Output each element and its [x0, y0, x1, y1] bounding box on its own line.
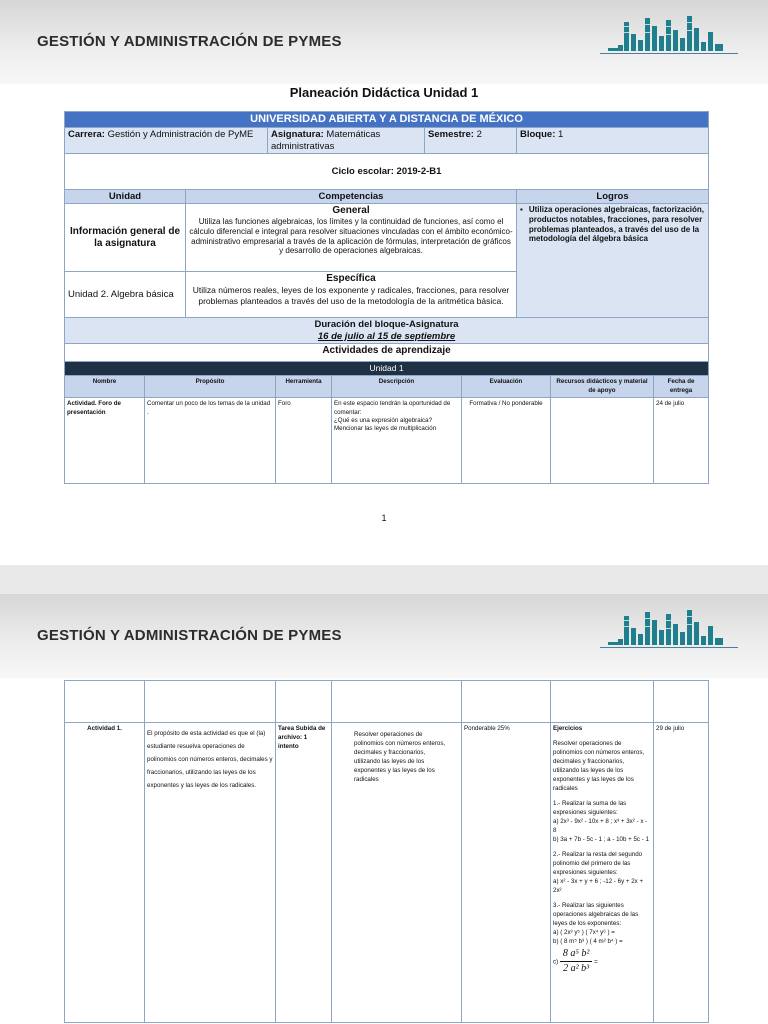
row-evaluacion: Formativa / No ponderable: [462, 398, 551, 484]
header-banner: [0, 0, 768, 84]
general-competence-cell: [186, 204, 517, 272]
table-row: [65, 723, 709, 1023]
ejercicios-intro: Resolver operaciones de polinomios con números enteros, decimales y fraccionarios, utilizando las leyes de los exponentes y las leyes de los radicales: [553, 739, 645, 792]
ciclo-escolar: Ciclo escolar: 2019-2-B1: [65, 153, 709, 189]
bloque-cell: Bloque: 1: [517, 128, 709, 154]
unidad-2-cell: Unidad 2. Algebra básica: [65, 272, 186, 318]
activity-1-herramienta: Tarea Subida de archivo: 1 intento: [276, 723, 332, 1023]
activity-1-fecha: 29 de julio: [654, 723, 709, 1023]
activity-1-nombre: Actividad 1.: [65, 723, 145, 1023]
empty-row: [65, 681, 709, 723]
program-title: GESTIÓN Y ADMINISTRACIÓN DE PYMES: [37, 627, 342, 644]
col-logros: Logros: [517, 189, 709, 203]
ejercicio-3-a: a) ( 2x³ y⁵ ) ( 7x⁴ y⁶ ) =: [553, 928, 615, 936]
logros-text: Utiliza operaciones algebraicas, factorización, productos notables, fracciones, para resolver problemas planteados, a través del uso de la metodología del álgebra básica: [528, 205, 705, 244]
general-text: Utiliza las funciones algebraicas, los límites y la continuidad de funciones, así como el cálculo diferencial e integral para resolver situaciones vinculadas con el ámbito económico-administrativo empresarial a través de la aplicación de fórmulas, interpretación de gráficos y desarrollo de operaciones algebraicas.: [189, 217, 513, 256]
duracion-title: Duración del bloque-Asignatura: [314, 319, 459, 331]
col-competencias: Competencias: [186, 189, 517, 203]
ejercicio-1-title: 1.- Realizar la suma de las expresiones siguientes:: [553, 799, 627, 816]
row-herramienta: Foro: [276, 398, 332, 484]
program-title: GESTIÓN Y ADMINISTRACIÓN DE PYMES: [37, 33, 342, 50]
activity-1-descripcion: Resolver operaciones de polinomios con números enteros, decimales y fraccionarios, utilizando las leyes de los exponentes y las leyes de los radicales: [332, 723, 462, 1023]
ejercicio-2-title: 2.- Realizar la resta del segundo polinomio del primero de las expresiones siguientes:: [553, 850, 643, 876]
ejercicio-1-b: b) 3a + 7b - 5c - 1 ; a - 10b + 5c - 1: [553, 835, 649, 843]
header-banner: [0, 594, 768, 678]
ejercicios-title: Ejercicios: [553, 725, 583, 732]
course-info-row: [65, 128, 709, 154]
unit-table-header: [65, 376, 709, 398]
ejercicio-2-a: a) x² - 3x + y + 6 ; -12 - 6y + 2x + 2x²: [553, 877, 644, 894]
unit-label: Unidad 1: [65, 362, 709, 376]
planning-general-table: [64, 111, 709, 366]
row-proposito: Comentar un poco de los temas de la unidad .: [145, 398, 276, 484]
ejercicio-3-c: c) $\frac{\text{8 a⁵ b²}}{\text{2 a² b³}}$ =: [553, 947, 651, 977]
unadm-logo-icon: [606, 606, 734, 650]
info-general-cell: Información general de la asignatura: [65, 204, 186, 272]
row-recursos: [551, 398, 654, 484]
unit-activities-table: [64, 361, 709, 484]
duracion-cell: [65, 318, 709, 344]
unit-activities-table-continued: [64, 680, 709, 1023]
ejercicio-3-title: 3.- Realizar las siguientes operaciones algebraicas de las leyes de los exponentes:: [553, 901, 639, 927]
header-recursos: Recursos didácticos y material de apoyo: [551, 376, 654, 398]
duracion-dates: 16 de julio al 15 de septiembre: [317, 330, 456, 342]
logo-underline: [600, 53, 738, 54]
row-fecha: 24 de julio: [654, 398, 709, 484]
row-descripcion: En este espacio tendrán la oportunidad de comentar: ¿Qué es una expresión algebraica? Mencionar las leyes de multiplicación: [332, 398, 462, 484]
actividades-title: Actividades de aprendizaje: [65, 344, 709, 366]
ejercicio-3-b: b) ( 8 m⁵ b³ ) ( 4 m² b⁴ ) =: [553, 937, 623, 945]
col-unidad: Unidad: [65, 189, 186, 203]
especifica-title: Específica: [326, 273, 376, 285]
activity-1-proposito: El propósito de esta actividad es que el (la) estudiante resuelva operaciones de polinomios con números enteros, decimales y fraccionarios, utilizando las leyes de los exponentes y las leyes de los radicales.: [145, 723, 276, 1023]
header-descripcion: Descripción: [332, 376, 462, 398]
especifica-text: Utiliza números reales, leyes de los exponente y radicales, fracciones, para resolver problemas planteados a través del uso de la metodología de la aritmética básica.: [192, 285, 510, 306]
header-fecha: Fecha de entrega: [654, 376, 709, 398]
row-nombre: Actividad. Foro de presentación: [65, 398, 145, 484]
logros-cell: [517, 204, 709, 318]
header-nombre: Nombre: [65, 376, 145, 398]
header-herramienta: Herramienta: [276, 376, 332, 398]
ejercicio-1-a: a) 2x³ - 9x² - 10x + 8 ; x³ + 3x² - x - 8: [553, 817, 648, 834]
fraction: $\frac{\text{8 a⁵ b²}}{\text{2 a² b³}}$: [560, 947, 592, 977]
document-title: Planeación Didáctica Unidad 1: [289, 85, 479, 100]
activity-1-evaluacion: Ponderable 25%: [462, 723, 551, 1023]
semestre-cell: Semestre: 2: [425, 128, 517, 154]
table-row: [65, 398, 709, 484]
logo-underline: [600, 647, 738, 648]
header-evaluacion: Evaluación: [462, 376, 551, 398]
document-page-2: [0, 594, 768, 1024]
university-name: UNIVERSIDAD ABIERTA Y A DISTANCIA DE MÉXICO: [65, 112, 709, 128]
carrera-cell: Carrera: Gestión y Administración de PyME: [65, 128, 268, 154]
page-number: 1: [381, 513, 387, 523]
specific-competence-cell: [186, 272, 517, 318]
general-title: General: [332, 205, 370, 217]
asignatura-cell: Asignatura: Matemáticas administrativas: [268, 128, 425, 154]
activity-1-ejercicios: [551, 723, 654, 1023]
unadm-logo-icon: [606, 12, 734, 56]
bullet-icon: ▪: [520, 205, 523, 215]
header-proposito: Propósito: [145, 376, 276, 398]
